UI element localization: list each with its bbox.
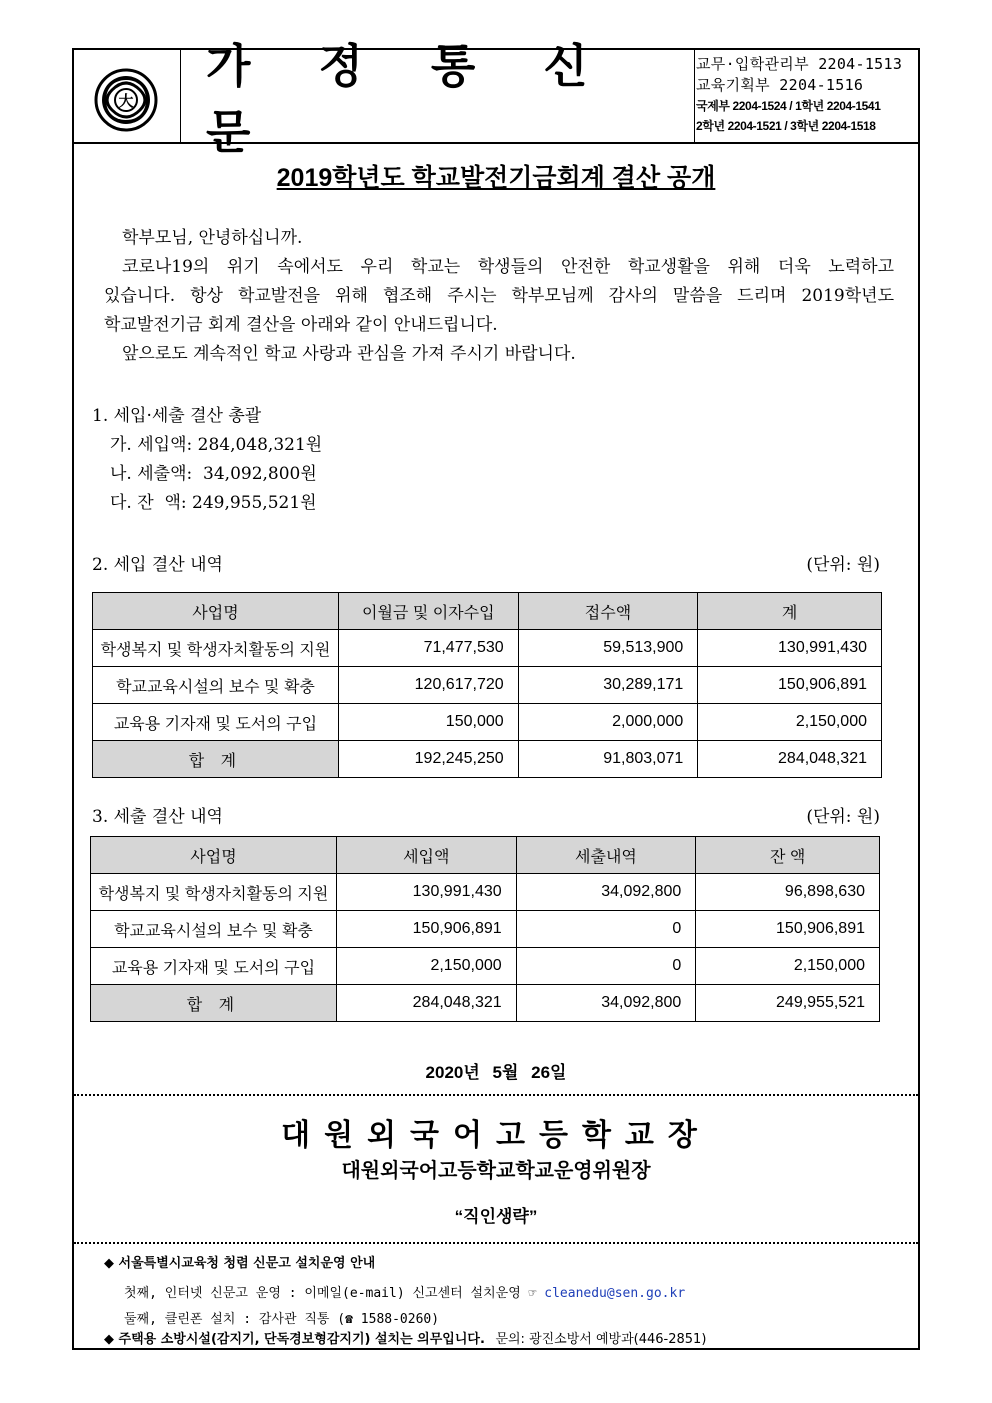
- notice-anticorruption: ◆ 서울특별시교육청 청렴 신문고 설치운영 안내: [104, 1256, 376, 1271]
- table-row: [93, 667, 882, 704]
- expenditure-table: [90, 836, 880, 1022]
- table-header-row: [91, 837, 880, 874]
- closing-line: 앞으로도 계속적인 학교 사랑과 관심을 가져 주시기 바랍니다.: [122, 344, 576, 364]
- letter-header: [74, 39, 918, 159]
- summary-item: 가. 세입액: 284,048,321원: [110, 435, 323, 455]
- table-cell: 284,048,321: [698, 741, 882, 778]
- table-cell: 192,245,250: [338, 741, 518, 778]
- table-cell: 150,906,891: [696, 911, 880, 948]
- svg-text:大: 大: [118, 92, 134, 110]
- table-cell: 71,477,530: [338, 630, 518, 667]
- summary-item: 나. 세출액: 34,092,800원: [110, 464, 317, 484]
- column-header: 세출내역: [516, 837, 696, 874]
- table-cell: 2,000,000: [518, 704, 698, 741]
- column-header: 사업명: [91, 837, 337, 874]
- table-cell: 34,092,800: [516, 874, 696, 911]
- column-header: 접수액: [518, 593, 698, 630]
- column-header: 잔 액: [696, 837, 880, 874]
- project-name: 교육용 기자재 및 도서의 구입: [93, 704, 339, 741]
- page-frame: [72, 39, 920, 1350]
- greeting: 학부모님, 안녕하십니까.: [122, 228, 303, 248]
- table-row: [91, 948, 880, 985]
- contact-line: 국제부 2204-1524 / 1학년 2204-1541: [696, 99, 881, 113]
- total-label: 합 계: [93, 741, 339, 778]
- body-line: 있습니다. 항상 학교발전을 위해 협조해 주시는 학부모님께 감사의 말씀을 드리며 2019학년도: [104, 286, 894, 306]
- project-name: 학교교육시설의 보수 및 확충: [91, 911, 337, 948]
- summary-heading: 1. 세입·세출 결산 총괄: [92, 406, 262, 426]
- notice-line: 둘째, 클린폰 설치 : 감사관 직통 (☎ 1588-0260): [124, 1312, 440, 1327]
- contact-line: 교무·입학관리부 2204-1513: [696, 55, 903, 73]
- table-cell: 91,803,071: [518, 741, 698, 778]
- seal-omitted-note: “직인생략”: [454, 1207, 538, 1226]
- notice-line: [124, 1282, 685, 1301]
- fire-safety-contact: 문의: 광진소방서 예방과(446-2851): [495, 1332, 707, 1347]
- school-emblem-icon: [94, 68, 158, 132]
- project-name: 학생복지 및 학생자치활동의 지원: [93, 630, 339, 667]
- table-cell: 0: [516, 911, 696, 948]
- document-title: 2019학년도 학교발전기금회계 결산 공개: [276, 164, 716, 192]
- notice-fire-safety: [104, 1328, 706, 1347]
- dotted-divider: [74, 1242, 918, 1244]
- column-header: 세입액: [336, 837, 516, 874]
- table-header-row: [93, 593, 882, 630]
- letter-body: [104, 224, 894, 369]
- table-cell: 150,906,891: [698, 667, 882, 704]
- table-cell: 96,898,630: [696, 874, 880, 911]
- table-cell: 34,092,800: [516, 985, 696, 1022]
- project-name: 교육용 기자재 및 도서의 구입: [91, 948, 337, 985]
- table-cell: 0: [516, 948, 696, 985]
- total-row: [91, 985, 880, 1022]
- table-cell: 284,048,321: [336, 985, 516, 1022]
- notice-email-label: 첫째, 인터넷 신문고 운영 : 이메일(e-mail) 신고센터 설치운영 ☞: [124, 1286, 537, 1301]
- table-cell: 120,617,720: [338, 667, 518, 704]
- expenditure-unit: (단위: 원): [806, 807, 880, 827]
- department-contacts: [696, 54, 920, 136]
- table-cell: 59,513,900: [518, 630, 698, 667]
- table-cell: 130,991,430: [698, 630, 882, 667]
- principal-signature: 대원외국어고등학교장: [281, 1118, 711, 1153]
- fire-safety-text: ◆ 주택용 소방시설(감지기, 단독경보형감지기) 설치는 의무입니다.: [104, 1332, 485, 1347]
- summary-section: [92, 402, 322, 518]
- table-cell: 150,000: [338, 704, 518, 741]
- table-cell: 2,150,000: [336, 948, 516, 985]
- column-header: 계: [698, 593, 882, 630]
- issue-date: 2020년 5월 26일: [425, 1063, 567, 1082]
- table-cell: 150,906,891: [336, 911, 516, 948]
- column-header: 사업명: [93, 593, 339, 630]
- body-line: 학교발전기금 회계 결산을 아래와 같이 안내드립니다.: [104, 315, 498, 335]
- table-row: [93, 704, 882, 741]
- table-cell: 30,289,171: [518, 667, 698, 704]
- table-cell: 130,991,430: [336, 874, 516, 911]
- table-cell: 2,150,000: [698, 704, 882, 741]
- table-row: [91, 874, 880, 911]
- newsletter-title-cell: [180, 39, 695, 159]
- committee-signature: 대원외국어고등학교학교운영위원장: [341, 1158, 651, 1182]
- expenditure-heading: 3. 세출 결산 내역: [92, 807, 223, 827]
- summary-item: 다. 잔 액: 249,955,521원: [110, 493, 317, 513]
- contact-line: 2학년 2204-1521 / 3학년 2204-1518: [696, 119, 876, 133]
- table-row: [93, 630, 882, 667]
- revenue-heading: 2. 세입 결산 내역: [92, 555, 223, 575]
- table-row: [91, 911, 880, 948]
- column-header: 이월금 및 이자수입: [338, 593, 518, 630]
- revenue-table: [92, 592, 882, 778]
- table-cell: 249,955,521: [696, 985, 880, 1022]
- school-logo: [74, 50, 181, 142]
- project-name: 학교교육시설의 보수 및 확충: [93, 667, 339, 704]
- report-email-link[interactable]: cleanedu@sen.go.kr: [544, 1286, 686, 1301]
- project-name: 학생복지 및 학생자치활동의 지원: [91, 874, 337, 911]
- contact-line: 교육기획부 2204-1516: [696, 76, 864, 94]
- table-cell: 2,150,000: [696, 948, 880, 985]
- dotted-divider: [74, 1094, 918, 1096]
- total-label: 합 계: [91, 985, 337, 1022]
- body-line: 코로나19의 위기 속에서도 우리 학교는 학생들의 안전한 학교생활을 위해 더욱 노력하고: [122, 257, 894, 277]
- revenue-unit: (단위: 원): [806, 555, 880, 575]
- newsletter-title: 가 정 통 신 문: [206, 39, 614, 159]
- total-row: [93, 741, 882, 778]
